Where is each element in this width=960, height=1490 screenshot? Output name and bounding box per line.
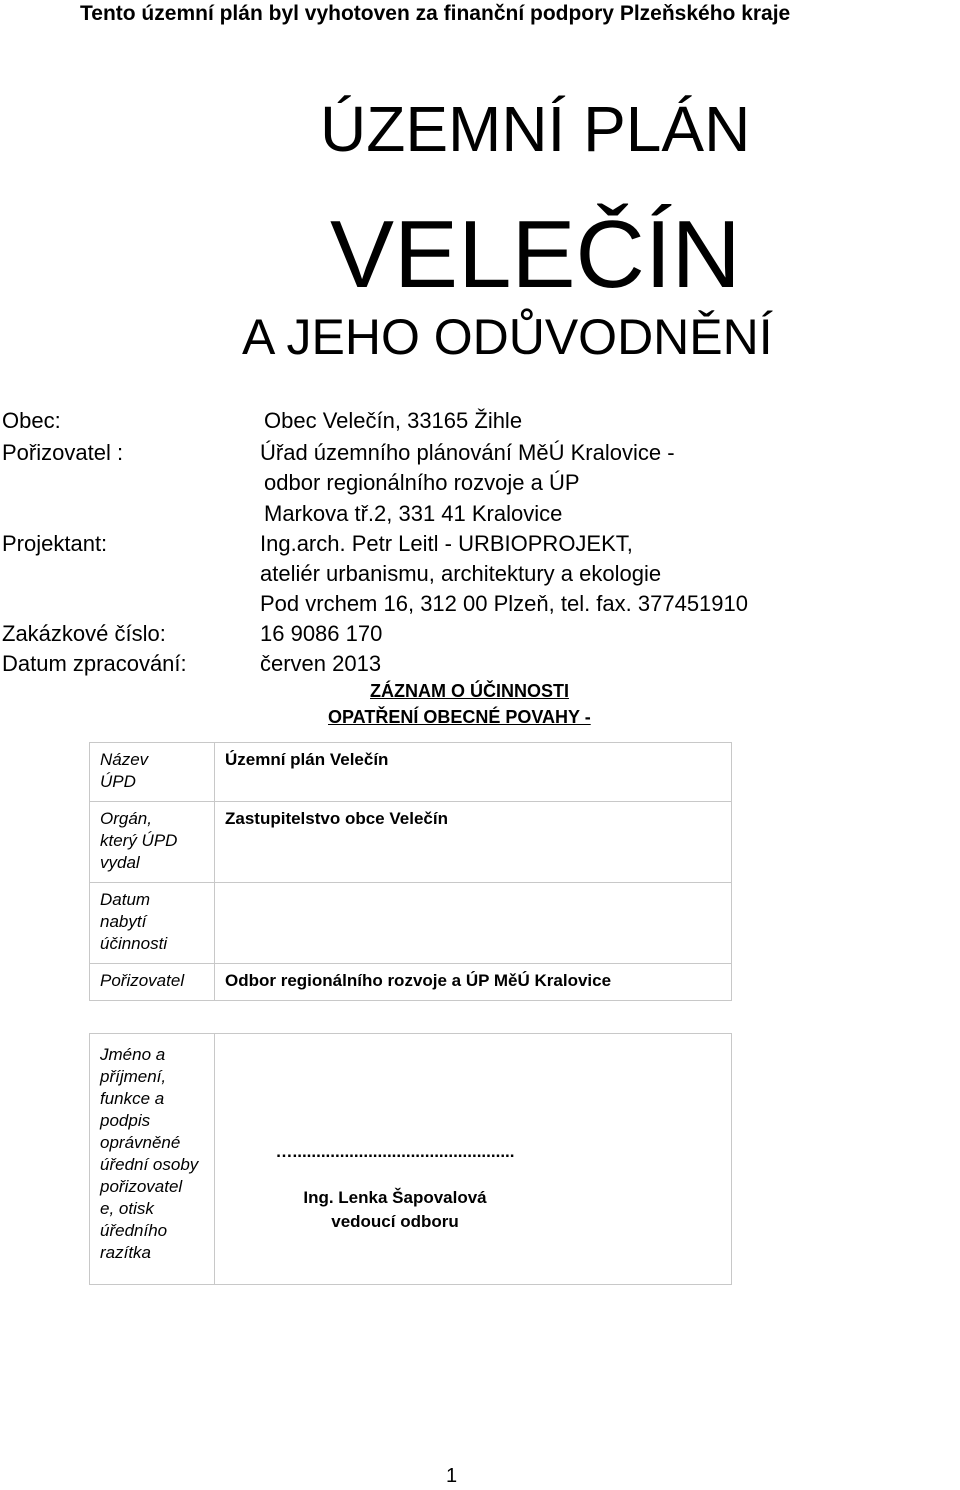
signature-cell [215,1034,732,1285]
zakazkove-value: 16 9086 170 [260,621,383,646]
row-label-organ: Orgán, který ÚPD vydal [90,802,215,883]
datum-value: červen 2013 [260,651,382,676]
projektant-line: ateliér urbanismu, architektury a ekologie [260,561,662,586]
projektant-line: Ing.arch. Petr Leitl - URBIOPROJEKT, [260,531,633,556]
table-row [90,802,732,883]
signature-label: Jméno a příjmení, funkce a podpis oprávněné úřední osoby pořizovatel e, otisk úředního razítka [90,1034,215,1285]
datum-label: Datum zpracování: [2,651,187,676]
effectiveness-record-table [89,742,732,1285]
row-label-datum: Datum nabytí účinnosti [90,883,215,964]
doc-title-line1: ÚZEMNÍ PLÁN [320,93,751,165]
porizovatel-line: Úřad územního plánování MěÚ Kralovice - [260,440,675,465]
projektant-label: Projektant: [2,531,108,556]
obec-value: Obec Velečín, 33165 Žihle [264,408,523,433]
row-value-nazev: Územní plán Velečín [215,743,732,802]
zakazkove-label: Zakázkové číslo: [2,621,166,646]
table-row [90,743,732,802]
obec-label: Obec: [2,408,61,433]
signatory-role: vedoucí odboru [331,1212,459,1231]
doc-title-municipality: VELEČÍN [330,201,741,308]
table-row [90,964,732,1001]
signatory-name: Ing. Lenka Šapovalová [303,1188,487,1207]
row-value-porizovatel: Odbor regionálního rozvoje a ÚP MěÚ Kralovice [215,964,732,1001]
row-label-nazev: Název ÚPD [90,743,215,802]
table-row [90,883,732,964]
table-spacer [90,1001,732,1034]
projektant-line: Pod vrchem 16, 312 00 Plzeň, tel. fax. 377451910 [260,591,748,616]
row-value-datum [215,883,732,964]
porizovatel-line: Markova tř.2, 331 41 Kralovice [264,501,563,526]
record-heading-line2: OPATŘENÍ OBECNÉ POVAHY - [328,707,591,727]
porizovatel-label: Pořizovatel : [2,440,124,465]
funding-note: Tento územní plán byl vyhotoven za finanční podpory Plzeňského kraje [80,2,791,25]
row-value-organ: Zastupitelstvo obce Velečín [215,802,732,883]
table-row [90,1034,732,1285]
signature-dots: …............................................... [275,1142,515,1161]
doc-title-line3: A JEHO ODŮVODNĚNÍ [242,309,773,365]
record-heading-line1: ZÁZNAM O ÚČINNOSTI [370,681,569,701]
row-label-porizovatel: Pořizovatel [90,964,215,1001]
page-number: 1 [446,1465,458,1487]
porizovatel-line: odbor regionálního rozvoje a ÚP [264,470,580,495]
